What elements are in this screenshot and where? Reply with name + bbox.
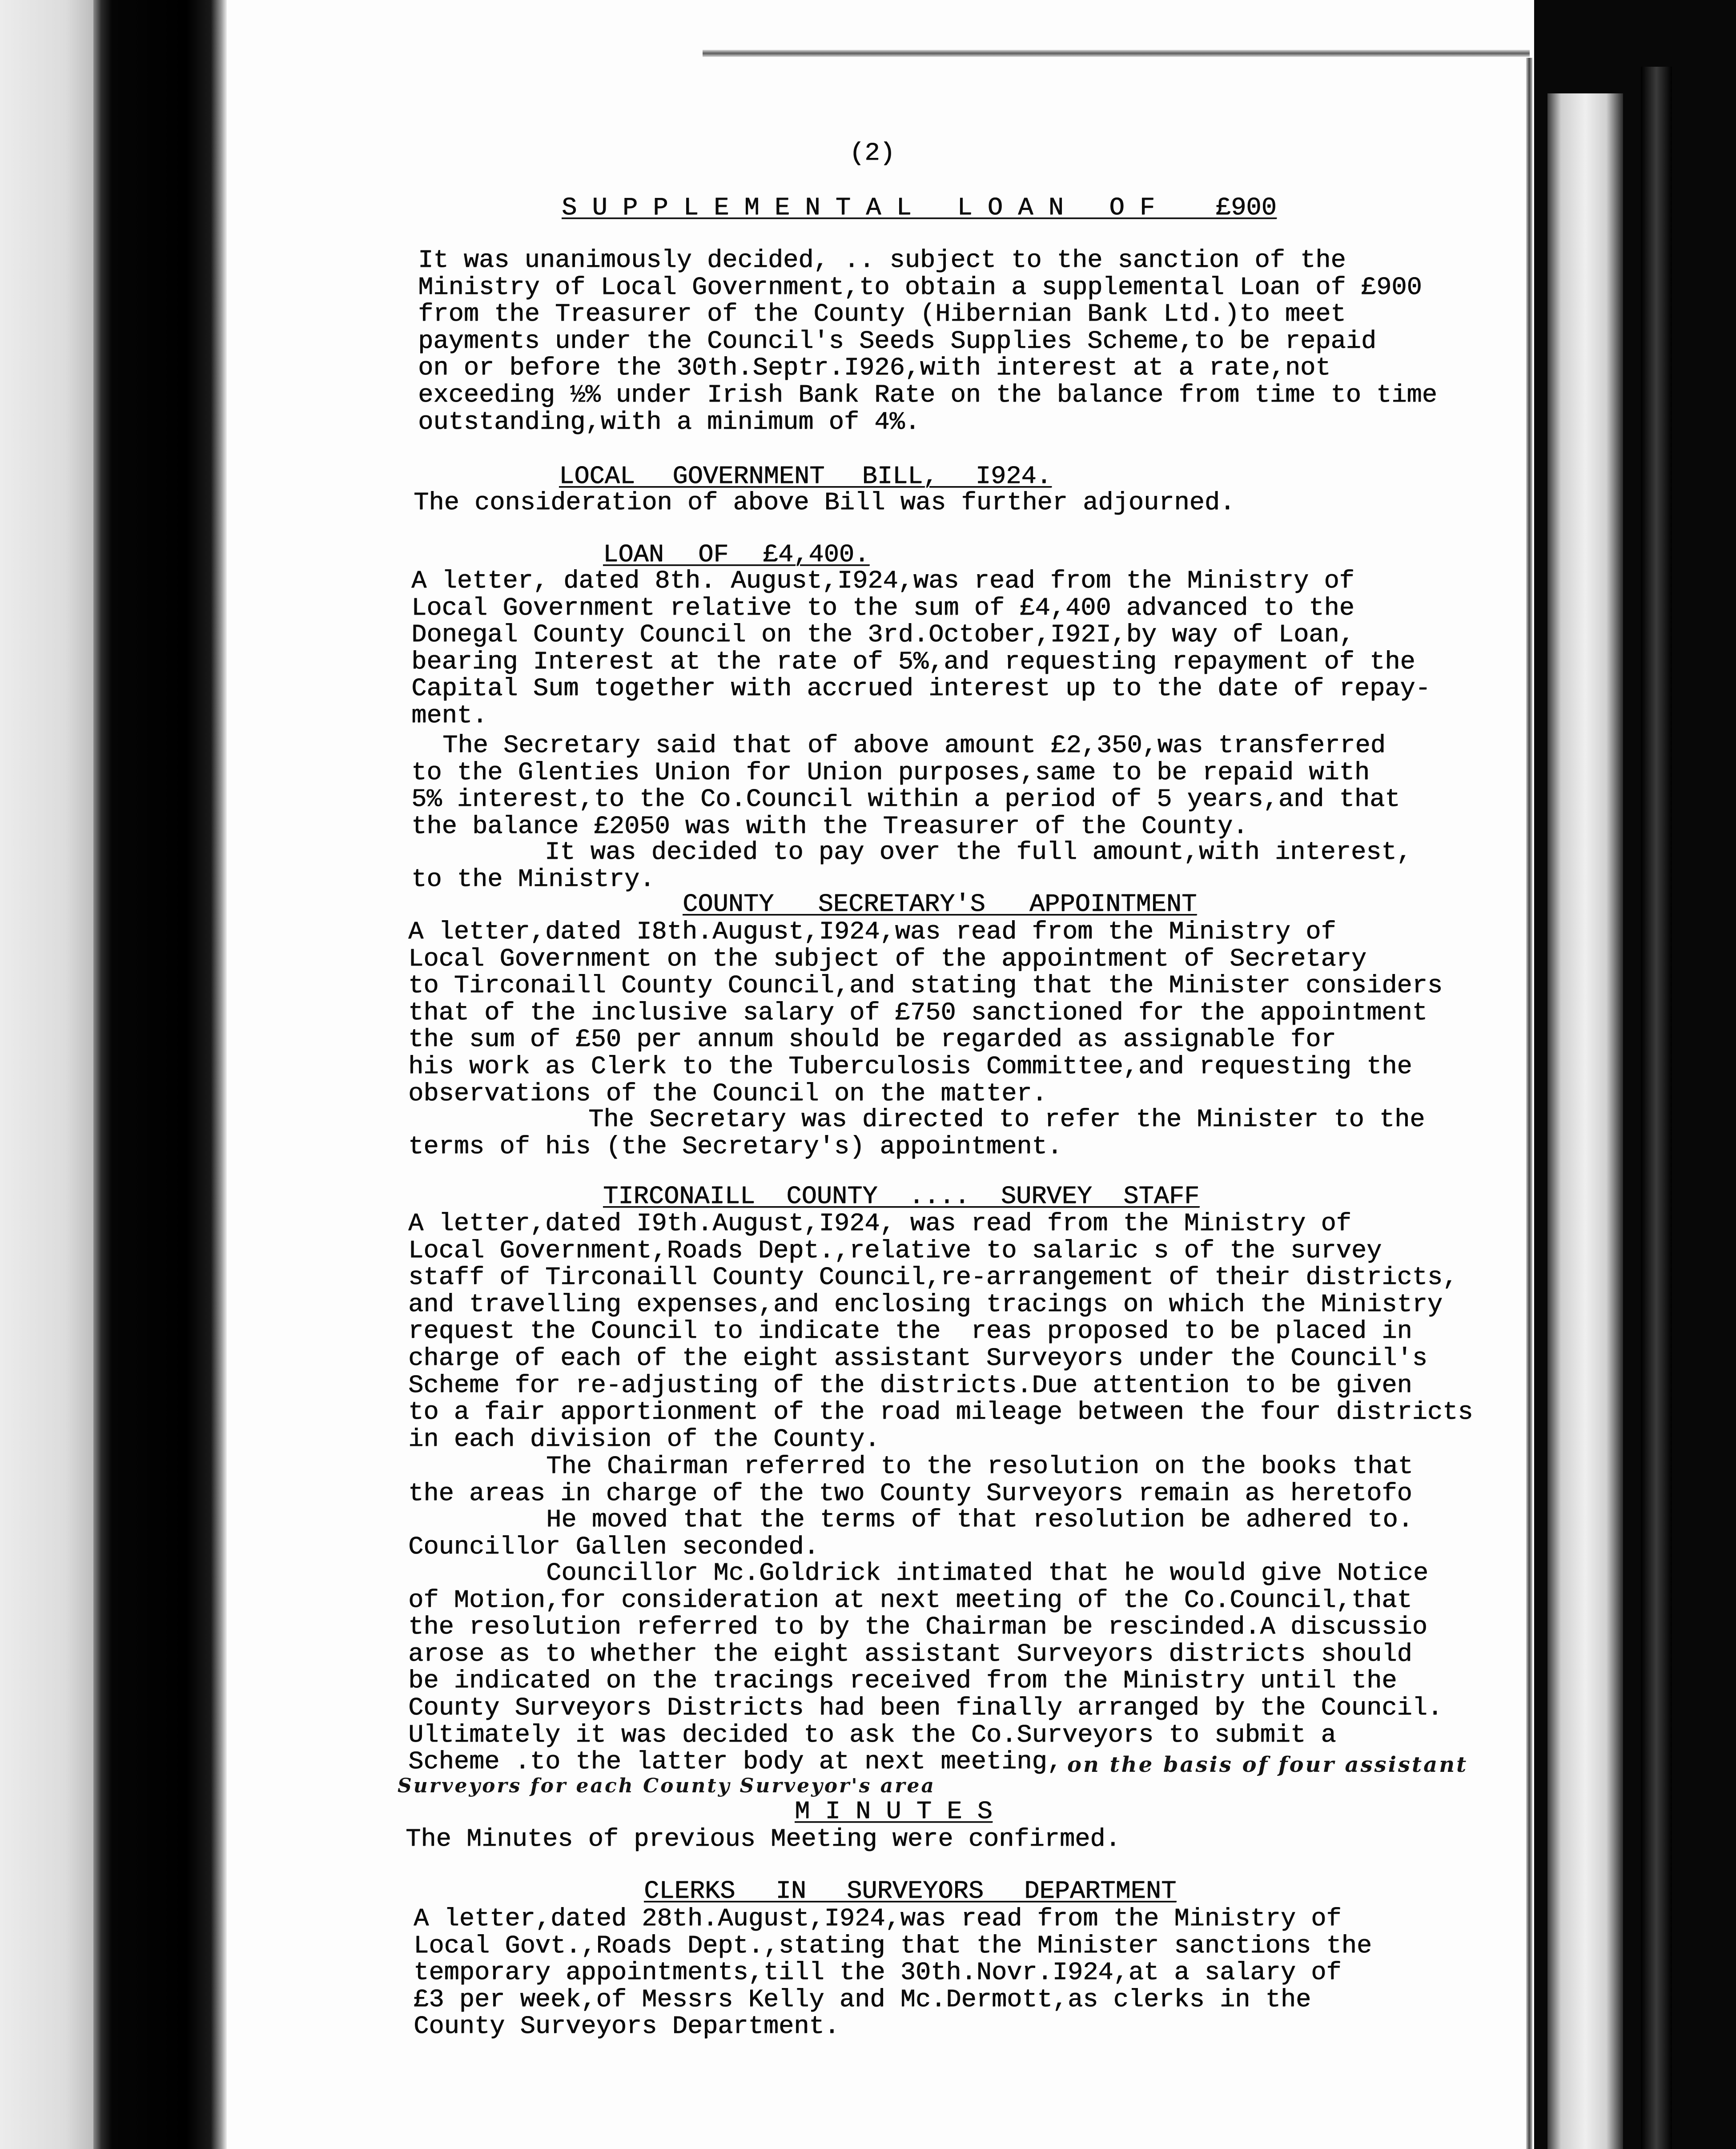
loan-4400-secretary-statement: The Secretary said that of above amount £2,350,was transferred to the Glenties Union for Union purposes,same to be repaid with 5% interest,to the Co.Council within a period of 5 years,and that the balance £2050 was with the Treasurer of the County. xyxy=(411,732,1400,841)
scan-page-fold-shadow xyxy=(1641,67,1672,2149)
minutes-heading: M I N U T E S xyxy=(795,1798,993,1826)
clerks-surveyors-department-heading: CLERKS IN SURVEYORS DEPARTMENT xyxy=(644,1877,1177,1906)
supplemental-loan-heading: S U P P L E M E N T A L L O A N O F £900 xyxy=(562,194,1277,222)
scan-underlying-page-edge xyxy=(1547,93,1623,2149)
survey-staff-heading: TIRCONAILL COUNTY .... SURVEY STAFF xyxy=(603,1183,1200,1211)
handwritten-annotation-line-1: on the basis of four assistant xyxy=(1067,1752,1468,1777)
county-secretary-appointment-letter: A letter,dated I8th.August,I924,was read from the Ministry of Local Government on the subject of the appointment of Secretary to Tirconaill County Council,and stating that the Minister considers that of the inclusive salary of £750 sanctioned for the appointment the sum of £50 per annum should be regarded as assignable for his work as Clerk to the Tuberculosis Committee,and requesting the observations of the Council on the matter. xyxy=(408,918,1443,1108)
page-number: (2) xyxy=(849,139,895,168)
minutes-body: The Minutes of previous Meeting were confirmed. xyxy=(406,1825,1121,1854)
local-government-bill-body: The consideration of above Bill was further adjourned. xyxy=(414,489,1235,517)
local-government-bill-heading: LOCAL GOVERNMENT BILL, I924. xyxy=(559,463,1052,491)
scan-border-left-band xyxy=(93,0,227,2149)
survey-staff-discussion: Councillor Mc.Goldrick intimated that he would give Notice of Motion,for consideration at next meeting of the Co.Council,that the resolution referred to by the Chairman be rescinded.A discussio arose as to whether the eight assistant Surveyors districts should be indicated on the tracings received from the Ministry until the County Surveyors Districts had been finally arranged by the Council. Ultimately it was decided to ask the Co.Surveyors to submit a Scheme .to the latter body at next meeting, xyxy=(408,1559,1443,1777)
county-secretary-appointment-direction: The Secretary was directed to refer the Minister to the terms of his (the Secretary's) appointment. xyxy=(408,1106,1425,1161)
survey-staff-chairman-remark: The Chairman referred to the resolution on the books that the areas in charge of the two County Surveyors remain as heretofo xyxy=(408,1453,1413,1508)
handwritten-annotation-line-2: Surveyors for each County Surveyor's area xyxy=(398,1775,936,1797)
survey-staff-motion: He moved that the terms of that resolution be adhered to. Councillor Gallen seconded. xyxy=(408,1506,1413,1561)
loan-4400-decision: It was decided to pay over the full amount,with interest, to the Ministry. xyxy=(411,838,1412,894)
survey-staff-letter: A letter,dated I9th.August,I924, was read from the Ministry of Local Government,Roads Dept.,relative to salaric s of the survey staff of Tirconaill County Council,re-arrangement of their districts, and travelling expenses,and enclosing tracings on which the Ministry request the Council to indicate the reas proposed to be placed in charge of each of the eight assistant Surveyors under the Council's Scheme for re-adjusting of the districts.Due attention to be given to a fair apportionment of the road mileage between the four districts in each division of the County. xyxy=(408,1210,1473,1454)
scan-border-left-margin xyxy=(0,0,93,2149)
loan-4400-heading: LOAN OF £4,400. xyxy=(603,541,870,569)
scan-page-right-edge xyxy=(1526,58,1532,2149)
loan-4400-letter-paragraph: A letter, dated 8th. August,I924,was read from the Ministry of Local Government relative to the sum of £4,400 advanced to the Donegal County Council on the 3rd.October,I92I,by way of Loan, bearing Interest at the rate of 5%,and requesting repayment of the Capital Sum together with accrued interest up to the date of repay- ment. xyxy=(411,567,1431,730)
clerks-surveyors-department-letter: A letter,dated 28th.August,I924,was read from the Ministry of Local Govt.,Roads Dept.,stating that the Minister sanctions the temporary appointments,till the 30th.Novr.I924,at a salary of £3 per week,of Messrs Kelly and Mc.Dermott,as clerks in the County Surveyors Department. xyxy=(414,1905,1372,2041)
scan-page-top-edge xyxy=(703,50,1530,57)
supplemental-loan-body: It was unanimously decided, .. subject to the sanction of the Ministry of Local Government,to obtain a supplemental Loan of £900 from the Treasurer of the County (Hibernian Bank Ltd.)to meet payments under the Council's Seeds Supplies Scheme,to be repaid on or before the 30th.Septr.I926,with interest at a rate,not exceeding ½% under Irish Bank Rate on the balance from time to time outstanding,with a minimum of 4%. xyxy=(418,246,1437,437)
county-secretary-appointment-heading: COUNTY SECRETARY'S APPOINTMENT xyxy=(683,890,1197,919)
